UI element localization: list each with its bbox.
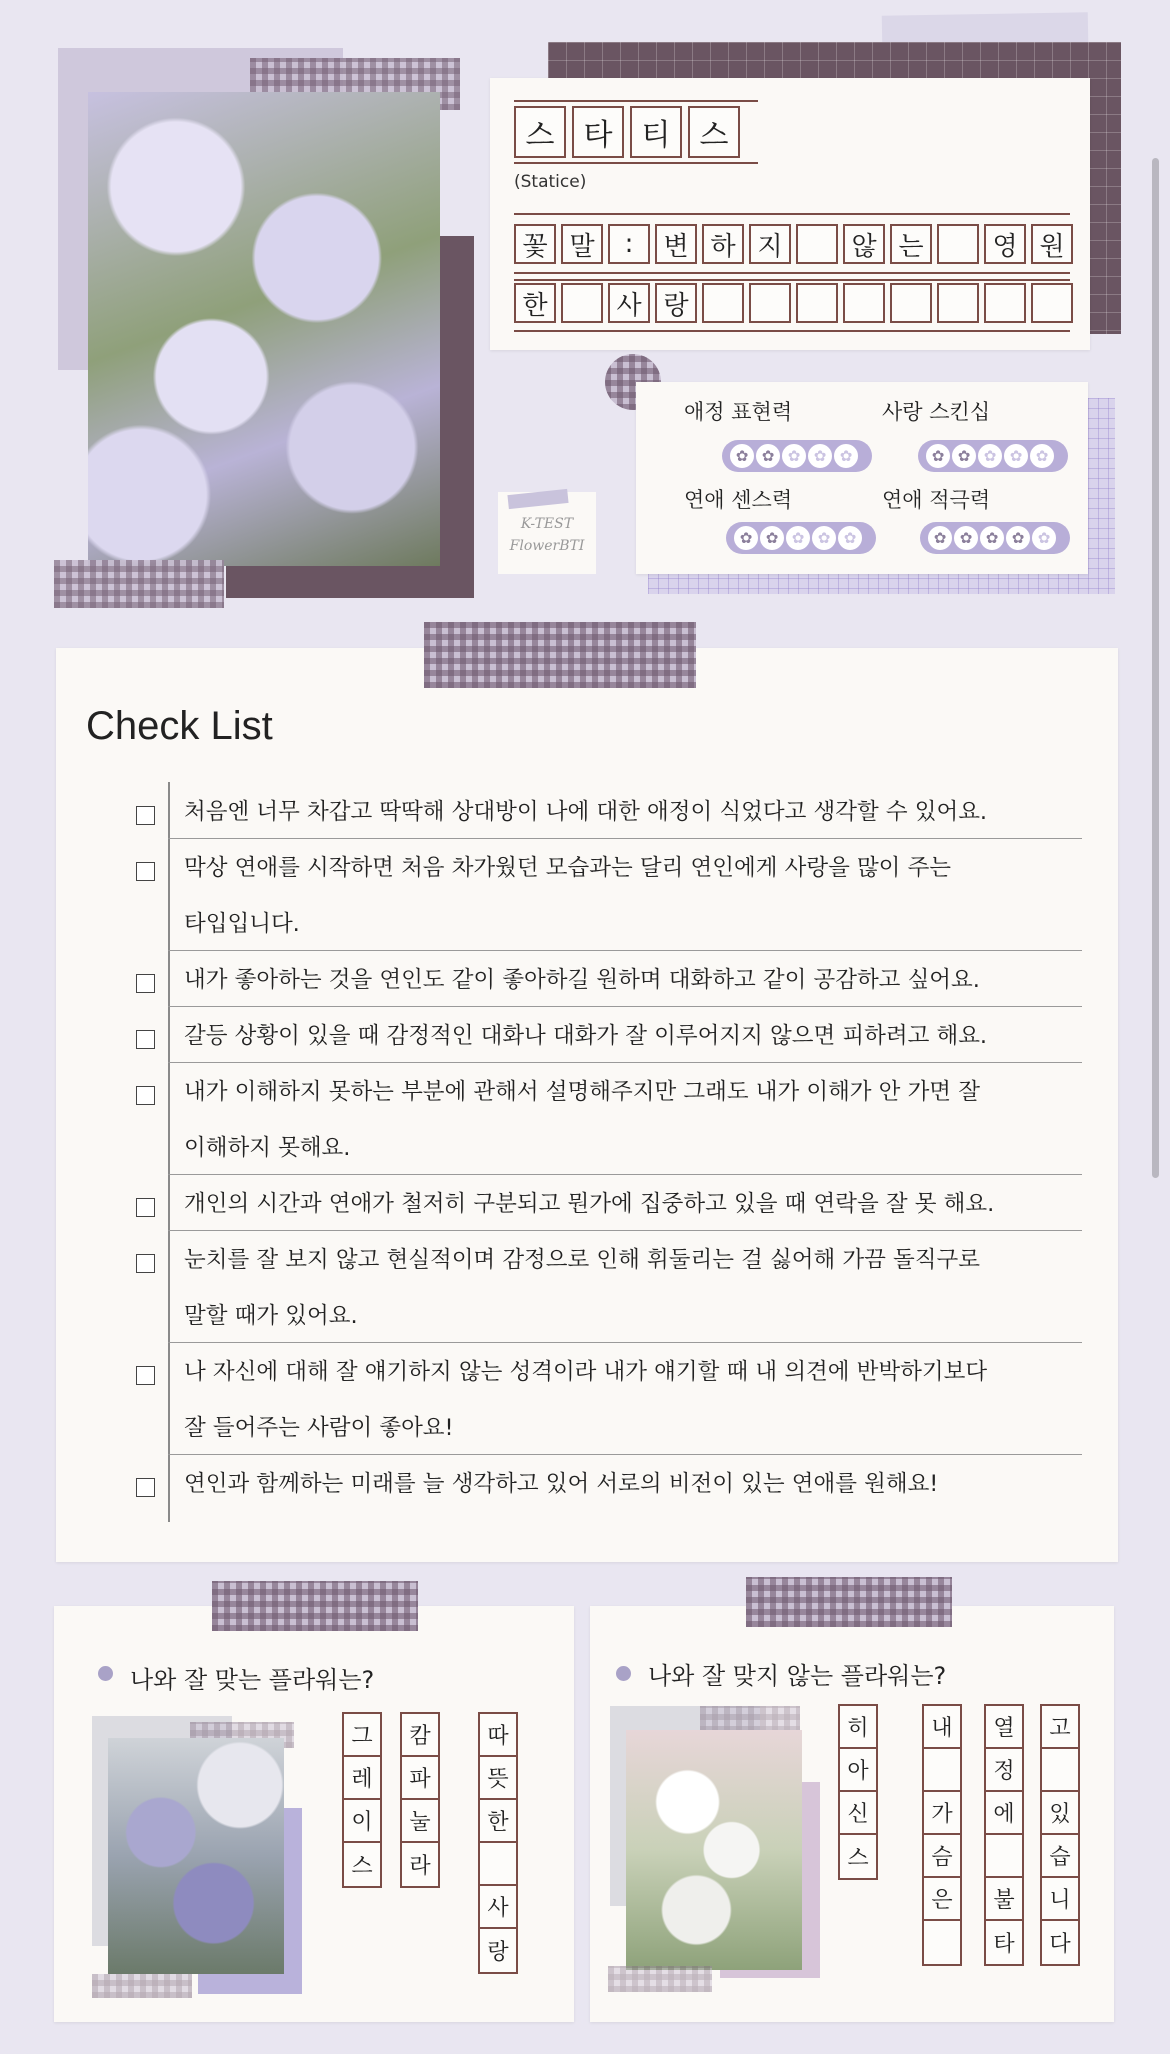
column-cell: 사 — [480, 1886, 516, 1929]
meaning-cell: 하 — [702, 224, 744, 264]
meaning-cell: 는 — [890, 224, 932, 264]
checklist-row-divider — [168, 1174, 1082, 1175]
stamp — [498, 492, 596, 574]
meaning-cell — [702, 283, 744, 323]
meaning-cell: 랑 — [655, 283, 697, 323]
stamp-line1: K-TEST — [520, 516, 574, 532]
column-cell: 열 — [986, 1706, 1022, 1749]
flower-dot-icon: ✿ — [980, 526, 1004, 550]
column-cell: 눌 — [402, 1800, 438, 1843]
statice-flower-photo — [88, 92, 440, 566]
column-cell: 불 — [986, 1878, 1022, 1921]
meaning-cell: 지 — [749, 224, 791, 264]
meaning-cell — [890, 283, 932, 323]
checklist-title: Check List — [86, 704, 273, 748]
stat-label: 애정 표현력 — [684, 400, 793, 424]
checklist-divider — [168, 782, 170, 1522]
flower-dot-icon: ✿ — [978, 444, 1002, 468]
checkbox[interactable] — [136, 1254, 155, 1273]
flower-dot-icon: ✿ — [838, 526, 862, 550]
checkbox[interactable] — [136, 862, 155, 881]
checkbox[interactable] — [136, 1198, 155, 1217]
vertical-text-column — [922, 1704, 962, 1966]
checklist-item-text: 나 자신에 대해 잘 얘기하지 않는 성격이라 내가 얘기할 때 내 의견에 반박하기보다 — [184, 1359, 988, 1385]
gingham-tape-bottom — [54, 560, 224, 608]
column-cell: 스 — [351, 1854, 373, 1879]
column-cell: 니 — [1042, 1878, 1078, 1921]
checklist-item-text: 눈치를 잘 보지 않고 현실적이며 감정으로 인해 휘둘리는 걸 싫어해 가끔 돌직구로 — [184, 1247, 980, 1273]
meaning-cell — [843, 283, 885, 323]
meaning-cell — [796, 224, 838, 264]
column-cell: 아 — [840, 1749, 876, 1792]
meaning-cell: 한 — [514, 283, 556, 323]
meaning-cell: 영 — [984, 224, 1026, 264]
checklist-row-divider — [168, 1006, 1082, 1007]
vertical-text-column — [478, 1712, 518, 1974]
checkbox[interactable] — [136, 1478, 155, 1497]
gingham-tape-bad — [746, 1577, 952, 1627]
checkbox[interactable] — [136, 1366, 155, 1385]
column-cell — [1042, 1749, 1078, 1792]
stat-rating-pill — [726, 522, 876, 554]
gingham-tape-small — [700, 1706, 800, 1732]
meaning-cell: 않 — [843, 224, 885, 264]
meaning-cell — [749, 283, 791, 323]
flower-dot-icon: ✿ — [1006, 526, 1030, 550]
checklist-item-text: 막상 연애를 시작하면 처음 차가웠던 모습과는 달리 연인에게 사랑을 많이 주는 — [184, 855, 952, 881]
meaning-cell — [1031, 283, 1073, 323]
checklist-item-text: 연인과 함께하는 미래를 늘 생각하고 있어 서로의 비전이 있는 연애를 원해요! — [184, 1471, 939, 1497]
checklist-item-text: 갈등 상황이 있을 때 감정적인 대화나 대화가 잘 이루어지지 않으면 피하려고 해요. — [184, 1023, 988, 1049]
name-cell: 티 — [630, 106, 682, 158]
column-cell: 정 — [986, 1749, 1022, 1792]
column-cell: 슴 — [924, 1835, 960, 1878]
column-cell: 신 — [840, 1792, 876, 1835]
checklist-row-divider — [168, 950, 1082, 951]
meaning-cell — [984, 283, 1026, 323]
column-cell: 내 — [924, 1706, 960, 1749]
stat-label: 연애 센스력 — [684, 488, 793, 512]
bullet-icon — [616, 1666, 631, 1681]
column-cell: 그 — [344, 1714, 380, 1757]
vertical-text-column — [838, 1704, 878, 1880]
meaning-cell: 말 — [561, 224, 603, 264]
stat-rating-pill — [722, 440, 872, 472]
column-cell: 뜻 — [480, 1757, 516, 1800]
meaning-cell: 원 — [1031, 224, 1073, 264]
checkbox[interactable] — [136, 1086, 155, 1105]
stat-label: 연애 적극력 — [882, 488, 991, 512]
column-cell: 한 — [480, 1800, 516, 1843]
meaning-cell — [796, 283, 838, 323]
column-cell — [924, 1749, 960, 1792]
washi-tape — [882, 12, 1088, 46]
vertical-text-column — [400, 1712, 440, 1888]
flower-dot-icon: ✿ — [812, 526, 836, 550]
column-cell: 이 — [344, 1800, 380, 1843]
checklist-row-divider — [168, 1342, 1082, 1343]
vertical-text-column — [1040, 1704, 1080, 1966]
flower-name-en: (Statice) — [514, 172, 587, 192]
checkbox[interactable] — [136, 1030, 155, 1049]
column-cell: 스 — [847, 1846, 869, 1871]
checklist-row-divider — [168, 838, 1082, 839]
flower-dot-icon: ✿ — [1004, 444, 1028, 468]
checklist-row-divider — [168, 1062, 1082, 1063]
flower-dot-icon: ✿ — [808, 444, 832, 468]
flower-dot-icon: ✿ — [782, 444, 806, 468]
flower-dot-icon: ✿ — [834, 444, 858, 468]
flower-dot-icon: ✿ — [926, 444, 950, 468]
column-cell — [480, 1843, 516, 1886]
column-cell: 에 — [986, 1792, 1022, 1835]
gingham-tape-checklist — [424, 622, 696, 688]
flower-dot-icon: ✿ — [786, 526, 810, 550]
checklist-item-text: 타입입니다. — [184, 911, 300, 937]
column-cell: 라 — [409, 1854, 431, 1879]
name-cell: 타 — [572, 106, 624, 158]
flower-dot-icon: ✿ — [928, 526, 952, 550]
checklist-item-text: 말할 때가 있어요. — [184, 1303, 358, 1329]
column-cell: 다 — [1049, 1932, 1071, 1957]
meaning-cell: : — [608, 224, 650, 264]
hyacinth-photo — [626, 1730, 802, 1970]
checklist-item-text: 잘 들어주는 사람이 좋아요! — [184, 1415, 454, 1441]
meaning-cell — [561, 283, 603, 323]
stat-rating-pill — [920, 522, 1070, 554]
checklist-item-text: 처음엔 너무 차갑고 딱딱해 상대방이 나에 대한 애정이 식었다고 생각할 수 있어요. — [184, 799, 988, 825]
scrollbar-thumb[interactable] — [1152, 158, 1159, 1178]
name-cell: 스 — [688, 106, 740, 158]
checklist-item-text: 내가 이해하지 못하는 부분에 관해서 설명해주지만 그래도 내가 이해가 안 가면 잘 — [184, 1079, 980, 1105]
checkbox[interactable] — [136, 806, 155, 825]
meaning-cell: 사 — [608, 283, 650, 323]
name-cell: 스 — [514, 106, 566, 158]
stat-label: 사랑 스킨십 — [882, 400, 991, 424]
meaning-cell — [937, 283, 979, 323]
column-cell: 캄 — [402, 1714, 438, 1757]
flower-dot-icon: ✿ — [730, 444, 754, 468]
vertical-text-column — [984, 1704, 1024, 1966]
flower-dot-icon: ✿ — [952, 444, 976, 468]
stat-rating-pill — [918, 440, 1068, 472]
meaning-cell — [937, 224, 979, 264]
column-cell: 습 — [1042, 1835, 1078, 1878]
flower-dot-icon: ✿ — [756, 444, 780, 468]
stamp-line2: FlowerBTI — [509, 538, 585, 554]
gingham-tape-small — [92, 1974, 192, 1998]
column-cell: 히 — [840, 1706, 876, 1749]
vertical-text-column — [342, 1712, 382, 1888]
flower-dot-icon: ✿ — [1030, 444, 1054, 468]
column-cell: 랑 — [487, 1940, 509, 1965]
column-cell: 고 — [1042, 1706, 1078, 1749]
flower-dot-icon: ✿ — [1032, 526, 1056, 550]
flower-dot-icon: ✿ — [734, 526, 758, 550]
bad-match-heading: 나와 잘 맞지 않는 플라워는? — [648, 1662, 947, 1690]
checklist-row-divider — [168, 1454, 1082, 1455]
campanula-photo — [108, 1738, 284, 1974]
meaning-cell: 꽃 — [514, 224, 556, 264]
column-cell: 가 — [924, 1792, 960, 1835]
column-cell: 따 — [480, 1714, 516, 1757]
meaning-cell: 변 — [655, 224, 697, 264]
checklist-item-text: 내가 좋아하는 것을 연인도 같이 좋아하길 원하며 대화하고 같이 공감하고 싶어요. — [184, 967, 980, 993]
flower-dot-icon: ✿ — [954, 526, 978, 550]
column-cell: 있 — [1042, 1792, 1078, 1835]
gingham-tape-good — [212, 1581, 418, 1631]
checklist-row-divider — [168, 1230, 1082, 1231]
checklist-item-text: 개인의 시간과 연애가 철저히 구분되고 뭔가에 집중하고 있을 때 연락을 잘 못 해요. — [184, 1191, 995, 1217]
column-cell: 파 — [402, 1757, 438, 1800]
column-cell: 타 — [993, 1932, 1015, 1957]
column-cell: 레 — [344, 1757, 380, 1800]
flower-dot-icon: ✿ — [760, 526, 784, 550]
column-cell: 은 — [924, 1878, 960, 1921]
column-cell — [986, 1835, 1022, 1878]
gingham-tape-small — [608, 1966, 712, 1992]
checkbox[interactable] — [136, 974, 155, 993]
column-cell — [924, 1921, 960, 1964]
checklist-item-text: 이해하지 못해요. — [184, 1135, 351, 1161]
good-match-heading: 나와 잘 맞는 플라워는? — [130, 1666, 375, 1694]
bullet-icon — [98, 1666, 113, 1681]
